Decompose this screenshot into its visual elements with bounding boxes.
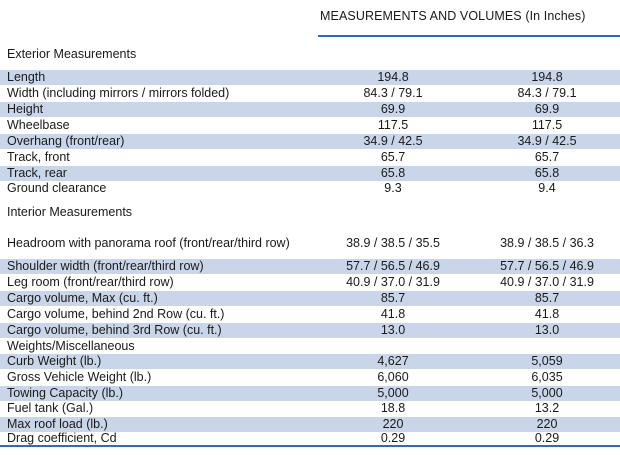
row-value-2: 220: [536, 417, 558, 431]
row-label: Fuel tank (Gal.): [7, 401, 94, 415]
row-label: Towing Capacity (lb.): [7, 386, 124, 400]
row-label: Headroom with panorama roof (front/rear/third row): [7, 236, 290, 250]
row-value-1: 4,627: [377, 354, 409, 368]
row-value-1: 117.5: [377, 118, 409, 132]
row-label: Height: [7, 102, 44, 116]
page-title: MEASUREMENTS AND VOLUMES (In Inches): [320, 9, 586, 23]
table-row: [0, 118, 620, 133]
row-value-2: 34.9 / 42.5: [517, 134, 577, 148]
row-value-2: 57.7 / 56.5 / 46.9: [500, 259, 594, 273]
row-value-1: 40.9 / 37.0 / 31.9: [346, 275, 440, 289]
row-label: Overhang (front/rear): [7, 134, 125, 148]
row-value-2: 194.8: [531, 70, 563, 84]
row-value-2: 13.0: [534, 323, 560, 337]
row-label: Drag coefficient, Cd: [7, 431, 117, 445]
bottom-rule: [0, 445, 620, 447]
row-value-2: 65.8: [534, 166, 560, 180]
row-label: Wheelbase: [7, 118, 70, 132]
row-value-1: 9.3: [384, 181, 402, 195]
table-row: [0, 259, 620, 274]
table-row: [0, 275, 620, 290]
row-value-1: 13.0: [380, 323, 406, 337]
row-value-2: 6,035: [531, 370, 563, 384]
row-label: Width (including mirrors / mirrors folded): [7, 86, 230, 100]
row-value-1: 57.7 / 56.5 / 46.9: [346, 259, 440, 273]
table-row: [0, 228, 620, 258]
row-value-2: 84.3 / 79.1: [517, 86, 577, 100]
table-row: [0, 354, 620, 369]
row-value-2: 65.7: [534, 150, 560, 164]
table-row: [0, 134, 620, 149]
row-label: Length: [7, 70, 46, 84]
table-row: [0, 166, 620, 181]
row-value-1: 194.8: [377, 70, 409, 84]
row-value-1: 65.8: [380, 166, 406, 180]
row-value-2: 41.8: [534, 307, 560, 321]
row-value-2: 40.9 / 37.0 / 31.9: [500, 275, 594, 289]
row-label: Track, rear: [7, 166, 67, 180]
table-row: [0, 150, 620, 165]
title-rule: [318, 35, 620, 37]
row-label: Cargo volume, Max (cu. ft.): [7, 291, 158, 305]
row-value-1: 18.8: [380, 401, 406, 415]
row-value-1: 84.3 / 79.1: [363, 86, 423, 100]
table-row: [0, 370, 620, 385]
row-value-1: 38.9 / 38.5 / 35.5: [346, 235, 440, 250]
table-row: [0, 291, 620, 306]
row-label: Leg room (front/rear/third row): [7, 275, 174, 289]
row-value-1: 5,000: [377, 386, 409, 400]
table-row: [0, 386, 620, 401]
table-row: [0, 307, 620, 322]
row-value-1: 85.7: [380, 291, 406, 305]
section-title-interior: Interior Measurements: [7, 205, 133, 219]
table-row: [0, 86, 620, 101]
row-value-2: 13.2: [534, 401, 560, 415]
row-value-2: 0.29: [534, 431, 560, 445]
table-row: [0, 432, 620, 445]
row-label: Shoulder width (front/rear/third row): [7, 259, 204, 273]
row-label: Ground clearance: [7, 181, 107, 195]
row-value-2: 9.4: [538, 181, 556, 195]
row-value-1: 0.29: [380, 431, 406, 445]
section-title-weights: Weights/Miscellaneous: [7, 339, 135, 353]
row-label: Max roof load (lb.): [7, 417, 108, 431]
row-label: Track, front: [7, 150, 70, 164]
row-value-2: 5,000: [531, 386, 563, 400]
row-value-2: 117.5: [531, 118, 563, 132]
row-value-1: 69.9: [380, 102, 406, 116]
row-value-1: 34.9 / 42.5: [363, 134, 423, 148]
table-row: [0, 401, 620, 416]
row-value-1: 220: [382, 417, 404, 431]
row-label: Curb Weight (lb.): [7, 354, 102, 368]
table-row: [0, 102, 620, 117]
row-value-1: 6,060: [377, 370, 409, 384]
row-label: Cargo volume, behind 3rd Row (cu. ft.): [7, 323, 222, 337]
row-value-2: 5,059: [531, 354, 563, 368]
table-row: [0, 181, 620, 196]
row-value-1: 65.7: [380, 150, 406, 164]
table-row: [0, 417, 620, 432]
row-label: Gross Vehicle Weight (lb.): [7, 370, 152, 384]
row-value-1: 41.8: [380, 307, 406, 321]
row-value-2: 85.7: [534, 291, 560, 305]
row-value-2: 69.9: [534, 102, 560, 116]
row-label: Cargo volume, behind 2nd Row (cu. ft.): [7, 307, 225, 321]
section-title-exterior: Exterior Measurements: [7, 47, 137, 61]
row-value-2: 38.9 / 38.5 / 36.3: [500, 235, 594, 250]
table-row: [0, 323, 620, 338]
table-row: [0, 70, 620, 85]
